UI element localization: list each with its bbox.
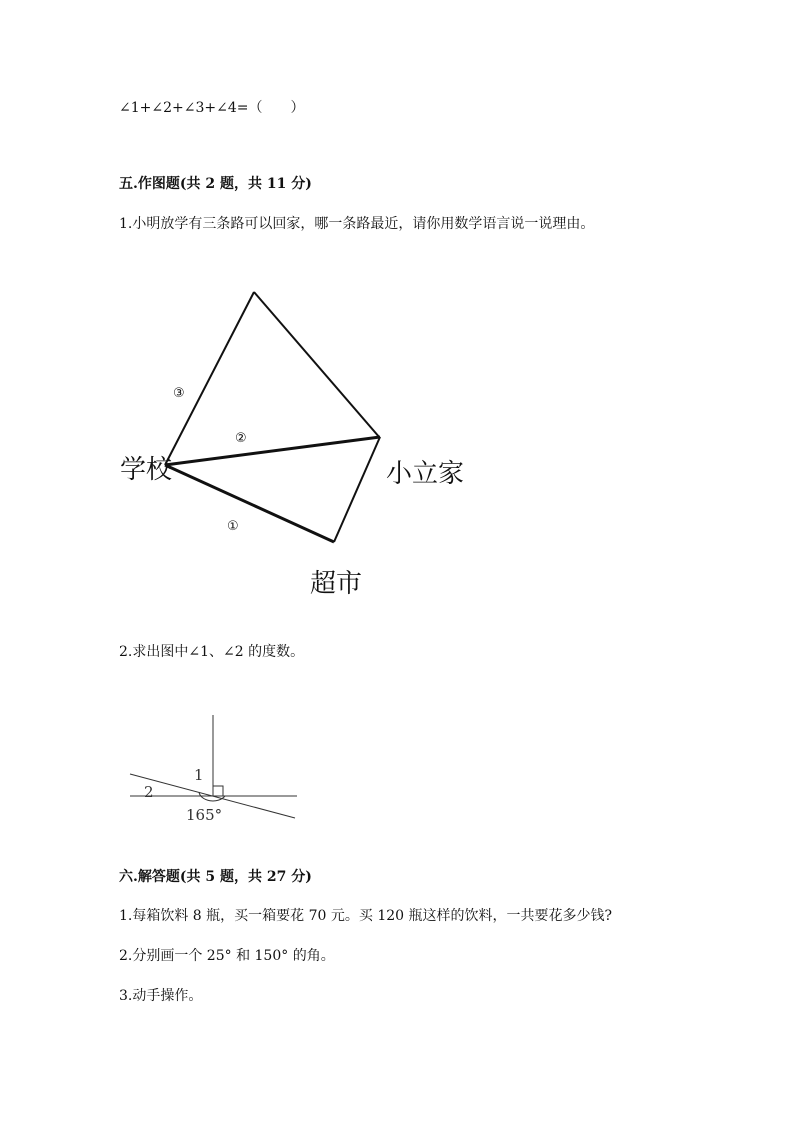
market-label: 超市 [310,569,363,599]
section-5-question-1: 1.小明放学有三条路可以回家，哪一条路最近，请你用数学语言说一说理由。 [119,216,595,232]
angle-sum-question: ∠1+∠2+∠3+∠4=（ ） [119,100,305,116]
school-label: 学校 [120,455,173,485]
right-angle-mark [213,786,223,796]
angle-1-label: 1 [194,766,204,784]
route-2-line [165,437,380,465]
route-3-label: ③ [173,386,185,401]
section-5-question-2: 2.求出图中∠1、∠2 的度数。 [119,644,305,660]
route-1-line-a [165,465,334,542]
section-6-heading: 六.解答题(共 5 题，共 27 分) [119,869,312,885]
route-1-line-b [334,437,380,542]
section-6-question-3: 3.动手操作。 [119,988,203,1004]
route-1-label: ① [227,519,239,534]
section-6-question-1: 1.每箱饮料 8 瓶，买一箱要花 70 元。买 120 瓶这样的饮料，一共要花多少钱? [119,908,613,924]
route-3-line-b [254,292,380,438]
route-2-label: ② [235,431,247,446]
angle-figure [125,712,305,827]
home-label: 小立家 [386,459,465,489]
angle-165-label: 165° [186,806,223,824]
section-6-question-2: 2.分别画一个 25° 和 150° 的角。 [119,948,335,964]
angle-2-label: 2 [144,783,154,801]
routes-figure [110,280,465,605]
section-5-heading: 五.作图题(共 2 题，共 11 分) [119,176,312,192]
